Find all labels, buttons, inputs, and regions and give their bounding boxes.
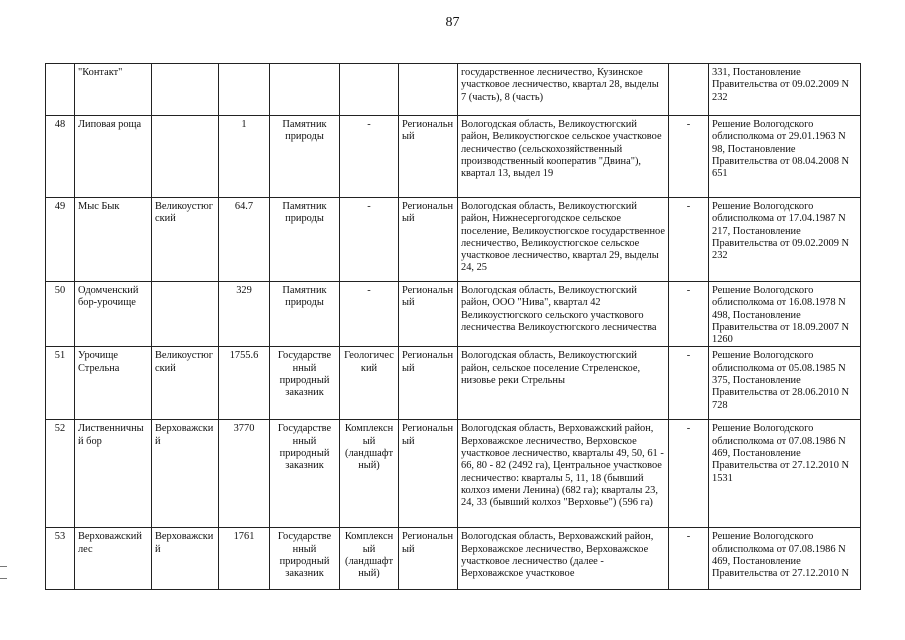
cell-location: Вологодская область, Верховажский район, Верховажское лесничество, Верховское участковое лесничество, кварталы 49, 50, 61 - 66, 80 - 82 (2492 га), Центральное участковое лесничество: кварталы 5, 11, 18 (бывший колхоз имени Ленина) (682 га); кварталы 23, 24, 33 (бывший колхоз "Верховье") (596 га) — [458, 420, 669, 528]
cell-significance: Региональн ый — [399, 198, 458, 282]
cell-district — [152, 64, 219, 116]
cell-name: Липовая роща — [75, 116, 152, 198]
table-row — [46, 420, 861, 528]
cell-area: 1761 — [219, 528, 270, 590]
margin-tick — [0, 578, 7, 579]
table-row — [46, 116, 861, 198]
cell-number: 51 — [46, 347, 75, 420]
table-row — [46, 64, 861, 116]
cell-number: 48 — [46, 116, 75, 198]
cell-name: Верховажский лес — [75, 528, 152, 590]
cell-document: Решение Вологодского облисполкома от 17.04.1987 N 217, Постановление Правительства от 09.02.2009 N 232 — [709, 198, 861, 282]
reserves-table — [45, 63, 861, 590]
cell-category — [270, 64, 340, 116]
cell-location: Вологодская область, Великоустюгский район, ООО "Нива", квартал 42 Великоустюгского сельского участкового лесничества Великоустюгского лесничества — [458, 282, 669, 347]
cell-document: Решение Вологодского облисполкома от 29.01.1963 N 98, Постановление Правительства от 08.04.2008 N 651 — [709, 116, 861, 198]
table-row — [46, 282, 861, 347]
cell-district: Верховажски й — [152, 420, 219, 528]
cell-district — [152, 116, 219, 198]
cell-category: Государстве нный природный заказник — [270, 528, 340, 590]
cell-document: Решение Вологодского облисполкома от 07.08.1986 N 469, Постановление Правительства от 27.12.2010 N — [709, 528, 861, 590]
cell-document: Решение Вологодского облисполкома от 05.08.1985 N 375, Постановление Правительства от 28.06.2010 N 728 — [709, 347, 861, 420]
cell-area: 1 — [219, 116, 270, 198]
cell-district: Великоустюг ский — [152, 198, 219, 282]
table-row — [46, 528, 861, 590]
cell-document: Решение Вологодского облисполкома от 16.08.1978 N 498, Постановление Правительства от 18.09.2007 N 1260 — [709, 282, 861, 347]
cell-dash: - — [669, 198, 709, 282]
cell-category: Памятник природы — [270, 282, 340, 347]
cell-name: "Контакт" — [75, 64, 152, 116]
cell-area: 1755.6 — [219, 347, 270, 420]
cell-number: 50 — [46, 282, 75, 347]
cell-category: Государстве нный природный заказник — [270, 347, 340, 420]
cell-dash: - — [669, 420, 709, 528]
cell-location: государственное лесничество, Кузинское участковое лесничество, квартал 28, выделы 7 (часть), 8 (часть) — [458, 64, 669, 116]
cell-number: 49 — [46, 198, 75, 282]
cell-dash: - — [669, 347, 709, 420]
cell-location: Вологодская область, Великоустюгский район, сельское поселение Стреленское, низовье реки Стрельны — [458, 347, 669, 420]
cell-category: Памятник природы — [270, 116, 340, 198]
cell-name: Мыс Бык — [75, 198, 152, 282]
cell-district: Великоустюг ский — [152, 347, 219, 420]
cell-location: Вологодская область, Верховажский район, Верховажское лесничество, Верховажское участковое лесничество (далее - Верховажское участковое — [458, 528, 669, 590]
cell-profile — [340, 64, 399, 116]
cell-document: Решение Вологодского облисполкома от 07.08.1986 N 469, Постановление Правительства от 27.12.2010 N 1531 — [709, 420, 861, 528]
cell-name: Лиственничны й бор — [75, 420, 152, 528]
cell-area: 3770 — [219, 420, 270, 528]
cell-significance — [399, 64, 458, 116]
cell-location: Вологодская область, Великоустюгский район, Нижнесергогодское сельское поселение, Великоустюгское государственное лесничество, Великоустюгское сельское участковое лесничество, квартал 29, выделы 24, 25 — [458, 198, 669, 282]
cell-significance: Региональн ый — [399, 116, 458, 198]
cell-dash: - — [669, 528, 709, 590]
table-body — [46, 64, 861, 590]
cell-name: Урочище Стрельна — [75, 347, 152, 420]
cell-profile: Комплексн ый (ландшафт ный) — [340, 420, 399, 528]
cell-number — [46, 64, 75, 116]
cell-dash — [669, 64, 709, 116]
cell-district: Верховажски й — [152, 528, 219, 590]
cell-name: Одомченский бор-урочище — [75, 282, 152, 347]
cell-profile: - — [340, 198, 399, 282]
cell-significance: Региональн ый — [399, 347, 458, 420]
cell-profile: Комплексн ый (ландшафт ный) — [340, 528, 399, 590]
table-row — [46, 347, 861, 420]
cell-number: 52 — [46, 420, 75, 528]
cell-profile: Геологичес кий — [340, 347, 399, 420]
cell-area: 329 — [219, 282, 270, 347]
cell-document: 331, Постановление Правительства от 09.02.2009 N 232 — [709, 64, 861, 116]
cell-location: Вологодская область, Великоустюгский район, Великоустюгское сельское участковое лесничество (сельскохозяйственный производственный кооператив "Двина"), квартал 13, выдел 19 — [458, 116, 669, 198]
page-number: 87 — [445, 15, 460, 30]
cell-category: Памятник природы — [270, 198, 340, 282]
cell-area — [219, 64, 270, 116]
cell-dash: - — [669, 282, 709, 347]
cell-significance: Региональн ый — [399, 528, 458, 590]
cell-significance: Региональн ый — [399, 420, 458, 528]
cell-profile: - — [340, 116, 399, 198]
cell-profile: - — [340, 282, 399, 347]
cell-district — [152, 282, 219, 347]
cell-significance: Региональн ый — [399, 282, 458, 347]
cell-area: 64.7 — [219, 198, 270, 282]
margin-tick — [0, 566, 7, 567]
cell-dash: - — [669, 116, 709, 198]
cell-category: Государстве нный природный заказник — [270, 420, 340, 528]
cell-number: 53 — [46, 528, 75, 590]
table-row — [46, 198, 861, 282]
